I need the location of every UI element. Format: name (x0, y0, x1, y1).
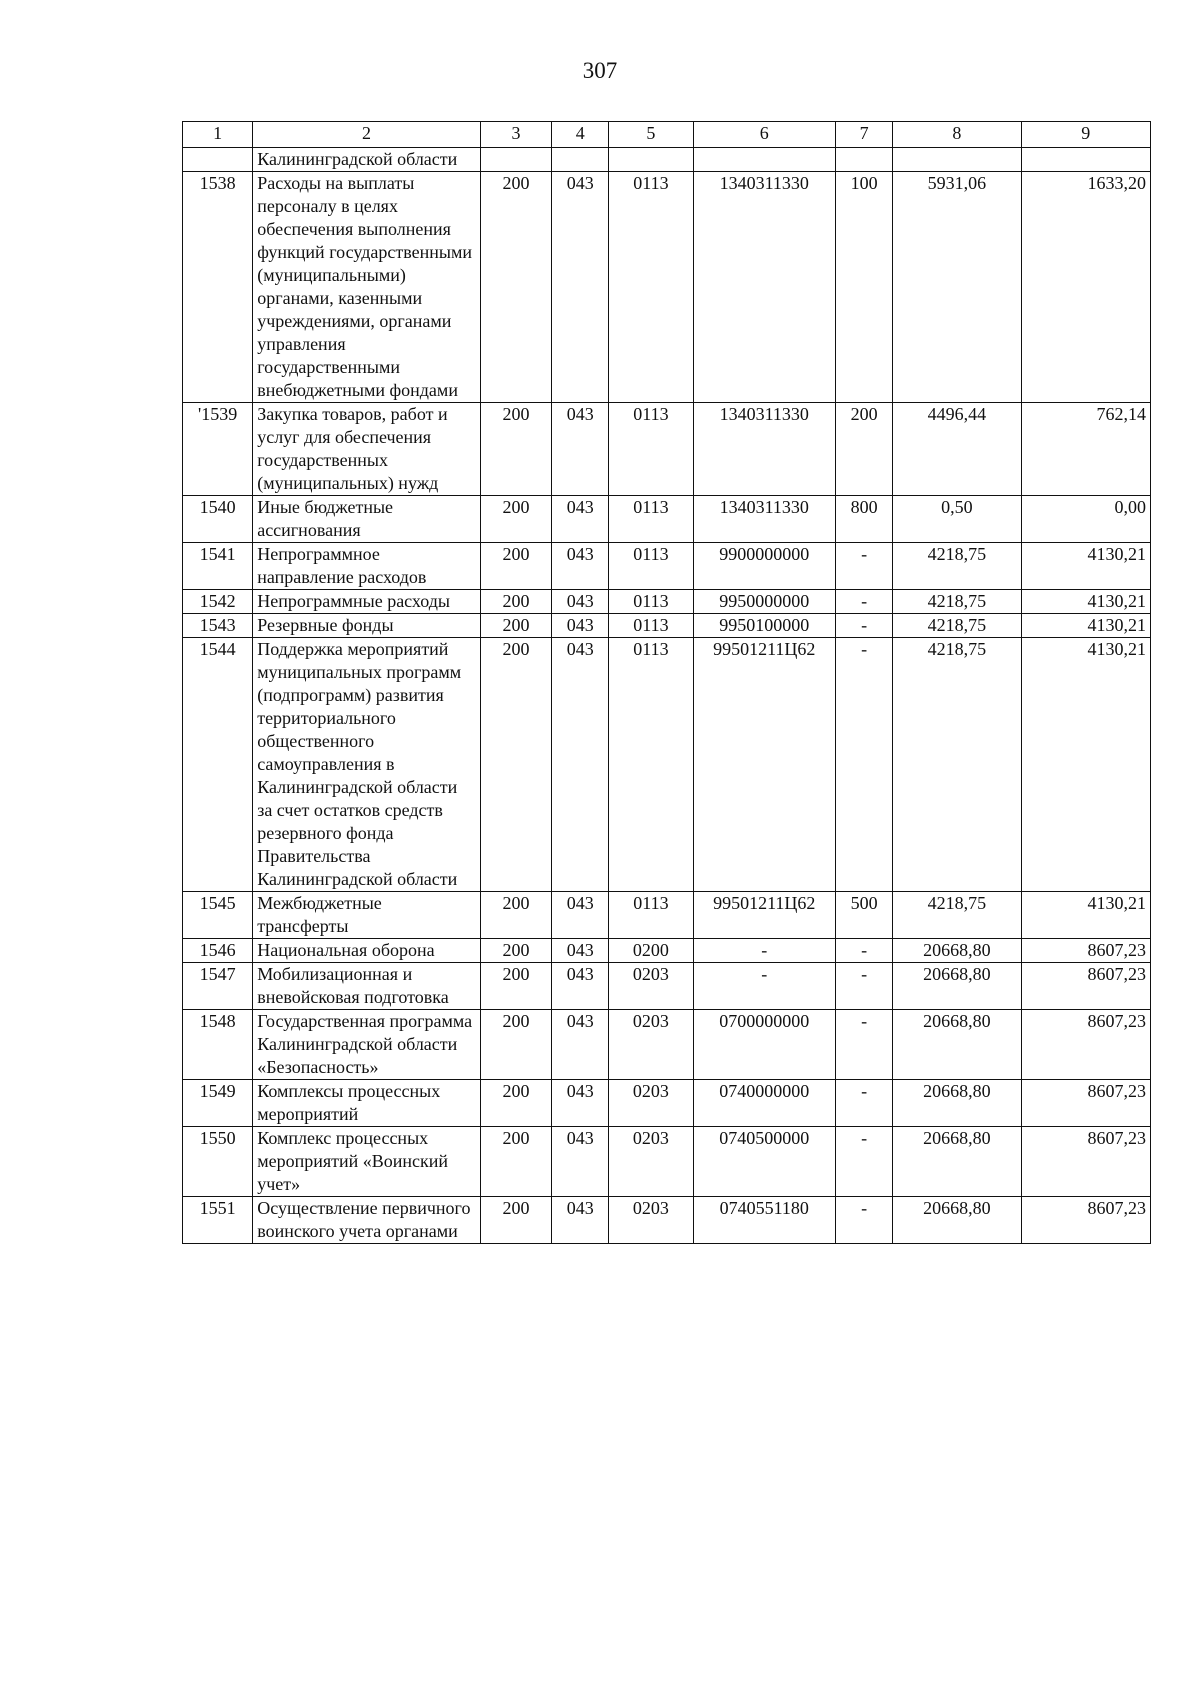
item-name-cell: Комплекс процессных мероприятий «Воинский учет» (253, 1127, 481, 1197)
column-header: 8 (893, 122, 1021, 148)
code-cell (480, 148, 551, 172)
section-cell: 0203 (609, 1080, 693, 1127)
amount-cell: 20668,80 (893, 939, 1021, 963)
table-row (183, 172, 1151, 403)
row-number-cell: 1550 (183, 1127, 253, 1197)
target-article-cell: 0740500000 (693, 1127, 835, 1197)
table-row (183, 638, 1151, 892)
budget-table (182, 121, 1151, 1244)
expense-type-cell (835, 148, 892, 172)
item-name-cell: Мобилизационная и вневойсковая подготовка (253, 963, 481, 1010)
section-cell: 0113 (609, 638, 693, 892)
amount-cell: 4218,75 (893, 892, 1021, 939)
target-article-cell: 1340311330 (693, 403, 835, 496)
amount-cell: 0,50 (893, 496, 1021, 543)
target-article-cell: 99501211Ц62 (693, 638, 835, 892)
expense-type-cell: - (835, 614, 892, 638)
amount-cell: 762,14 (1021, 403, 1150, 496)
expense-type-cell: 500 (835, 892, 892, 939)
row-number-cell: 1538 (183, 172, 253, 403)
expense-type-cell: 800 (835, 496, 892, 543)
expense-type-cell: - (835, 638, 892, 892)
column-header: 9 (1021, 122, 1150, 148)
expense-type-cell: - (835, 1197, 892, 1244)
row-number-cell: 1547 (183, 963, 253, 1010)
page-number: 307 (582, 58, 618, 83)
section-cell: 0203 (609, 1010, 693, 1080)
amount-cell: 20668,80 (893, 1197, 1021, 1244)
row-number-cell (183, 148, 253, 172)
item-name-cell: Поддержка мероприятий муниципальных программ (подпрограмм) развития территориального общественного самоуправления в Калининградской области за счет остатков средств резервного фонда Правительства Калининградской области (253, 638, 481, 892)
column-header: 1 (183, 122, 253, 148)
column-header: 5 (609, 122, 693, 148)
code-cell: 200 (480, 892, 551, 939)
item-name-cell: Комплексы процессных мероприятий (253, 1080, 481, 1127)
row-number-cell: 1540 (183, 496, 253, 543)
amount-cell: 4218,75 (893, 614, 1021, 638)
target-article-cell (693, 148, 835, 172)
code-cell: 200 (480, 963, 551, 1010)
code-cell: 043 (552, 892, 609, 939)
code-cell: 200 (480, 1080, 551, 1127)
table-row (183, 148, 1151, 172)
target-article-cell: 0700000000 (693, 1010, 835, 1080)
target-article-cell: 9950000000 (693, 590, 835, 614)
row-number-cell: 1549 (183, 1080, 253, 1127)
table-row (183, 614, 1151, 638)
amount-cell: 4130,21 (1021, 892, 1150, 939)
code-cell: 043 (552, 939, 609, 963)
table-row (183, 892, 1151, 939)
amount-cell: 8607,23 (1021, 963, 1150, 1010)
amount-cell (893, 148, 1021, 172)
expense-type-cell: - (835, 939, 892, 963)
code-cell (552, 148, 609, 172)
amount-cell: 1633,20 (1021, 172, 1150, 403)
code-cell: 043 (552, 403, 609, 496)
row-number-cell: 1544 (183, 638, 253, 892)
target-article-cell: 0740551180 (693, 1197, 835, 1244)
expense-type-cell: 100 (835, 172, 892, 403)
target-article-cell: 9900000000 (693, 543, 835, 590)
section-cell (609, 148, 693, 172)
table-row (183, 403, 1151, 496)
row-number-cell: 1548 (183, 1010, 253, 1080)
table-row (183, 1127, 1151, 1197)
section-cell: 0113 (609, 614, 693, 638)
item-name-cell: Резервные фонды (253, 614, 481, 638)
section-cell: 0113 (609, 590, 693, 614)
row-number-cell: 1551 (183, 1197, 253, 1244)
header-row (183, 122, 1151, 148)
table-row (183, 543, 1151, 590)
item-name-cell: Межбюджетные трансферты (253, 892, 481, 939)
code-cell: 200 (480, 172, 551, 403)
amount-cell: 8607,23 (1021, 1080, 1150, 1127)
section-cell: 0113 (609, 543, 693, 590)
amount-cell: 4218,75 (893, 590, 1021, 614)
column-header: 6 (693, 122, 835, 148)
table-row (183, 939, 1151, 963)
code-cell: 200 (480, 1010, 551, 1080)
table-row (183, 590, 1151, 614)
amount-cell: 8607,23 (1021, 1127, 1150, 1197)
expense-type-cell: - (835, 543, 892, 590)
code-cell: 043 (552, 1080, 609, 1127)
target-article-cell: 1340311330 (693, 496, 835, 543)
code-cell: 200 (480, 1197, 551, 1244)
code-cell: 200 (480, 403, 551, 496)
target-article-cell: 0740000000 (693, 1080, 835, 1127)
code-cell: 200 (480, 614, 551, 638)
amount-cell: 4130,21 (1021, 590, 1150, 614)
code-cell: 043 (552, 638, 609, 892)
row-number-cell: 1546 (183, 939, 253, 963)
column-header: 2 (253, 122, 481, 148)
item-name-cell: Калининградской области (253, 148, 481, 172)
table-row (183, 1010, 1151, 1080)
column-header: 4 (552, 122, 609, 148)
amount-cell: 0,00 (1021, 496, 1150, 543)
row-number-cell: 1541 (183, 543, 253, 590)
code-cell: 043 (552, 1127, 609, 1197)
code-cell: 200 (480, 1127, 551, 1197)
table-row (183, 496, 1151, 543)
code-cell: 200 (480, 496, 551, 543)
item-name-cell: Государственная программа Калининградской области «Безопасность» (253, 1010, 481, 1080)
amount-cell: 4130,21 (1021, 638, 1150, 892)
table-row (183, 1080, 1151, 1127)
item-name-cell: Иные бюджетные ассигнования (253, 496, 481, 543)
section-cell: 0113 (609, 892, 693, 939)
code-cell: 200 (480, 543, 551, 590)
table-row (183, 963, 1151, 1010)
expense-type-cell: - (835, 590, 892, 614)
expense-type-cell: 200 (835, 403, 892, 496)
code-cell: 200 (480, 590, 551, 614)
code-cell: 200 (480, 939, 551, 963)
section-cell: 0200 (609, 939, 693, 963)
target-article-cell: 99501211Ц62 (693, 892, 835, 939)
section-cell: 0203 (609, 1127, 693, 1197)
amount-cell: 5931,06 (893, 172, 1021, 403)
item-name-cell: Национальная оборона (253, 939, 481, 963)
expense-type-cell: - (835, 1010, 892, 1080)
code-cell: 043 (552, 543, 609, 590)
section-cell: 0113 (609, 403, 693, 496)
amount-cell: 4218,75 (893, 638, 1021, 892)
row-number-cell: 1542 (183, 590, 253, 614)
table-body (183, 148, 1151, 1244)
amount-cell: 8607,23 (1021, 939, 1150, 963)
row-number-cell: 1545 (183, 892, 253, 939)
item-name-cell: Осуществление первичного воинского учета органами (253, 1197, 481, 1244)
target-article-cell: 9950100000 (693, 614, 835, 638)
target-article-cell: - (693, 939, 835, 963)
item-name-cell: Непрограммное направление расходов (253, 543, 481, 590)
section-cell: 0203 (609, 963, 693, 1010)
code-cell: 043 (552, 614, 609, 638)
section-cell: 0113 (609, 172, 693, 403)
code-cell: 043 (552, 1197, 609, 1244)
amount-cell: 20668,80 (893, 1010, 1021, 1080)
target-article-cell: 1340311330 (693, 172, 835, 403)
amount-cell: 4130,21 (1021, 543, 1150, 590)
code-cell: 043 (552, 496, 609, 543)
section-cell: 0113 (609, 496, 693, 543)
amount-cell: 4496,44 (893, 403, 1021, 496)
column-header: 7 (835, 122, 892, 148)
amount-cell (1021, 148, 1150, 172)
section-cell: 0203 (609, 1197, 693, 1244)
amount-cell: 20668,80 (893, 963, 1021, 1010)
expense-type-cell: - (835, 963, 892, 1010)
amount-cell: 4218,75 (893, 543, 1021, 590)
amount-cell: 8607,23 (1021, 1197, 1150, 1244)
row-number-cell: '1539 (183, 403, 253, 496)
code-cell: 200 (480, 638, 551, 892)
expense-type-cell: - (835, 1080, 892, 1127)
target-article-cell: - (693, 963, 835, 1010)
expense-type-cell: - (835, 1127, 892, 1197)
column-header: 3 (480, 122, 551, 148)
code-cell: 043 (552, 172, 609, 403)
amount-cell: 20668,80 (893, 1080, 1021, 1127)
table-row (183, 1197, 1151, 1244)
code-cell: 043 (552, 1010, 609, 1080)
code-cell: 043 (552, 590, 609, 614)
amount-cell: 20668,80 (893, 1127, 1021, 1197)
item-name-cell: Расходы на выплаты персоналу в целях обеспечения выполнения функций государственными (муниципальными) органами, казенными учреждениями, органами управления государственными внебюджетными фондами (253, 172, 481, 403)
item-name-cell: Непрограммные расходы (253, 590, 481, 614)
item-name-cell: Закупка товаров, работ и услуг для обеспечения государственных (муниципальных) нужд (253, 403, 481, 496)
row-number-cell: 1543 (183, 614, 253, 638)
amount-cell: 8607,23 (1021, 1010, 1150, 1080)
amount-cell: 4130,21 (1021, 614, 1150, 638)
code-cell: 043 (552, 963, 609, 1010)
